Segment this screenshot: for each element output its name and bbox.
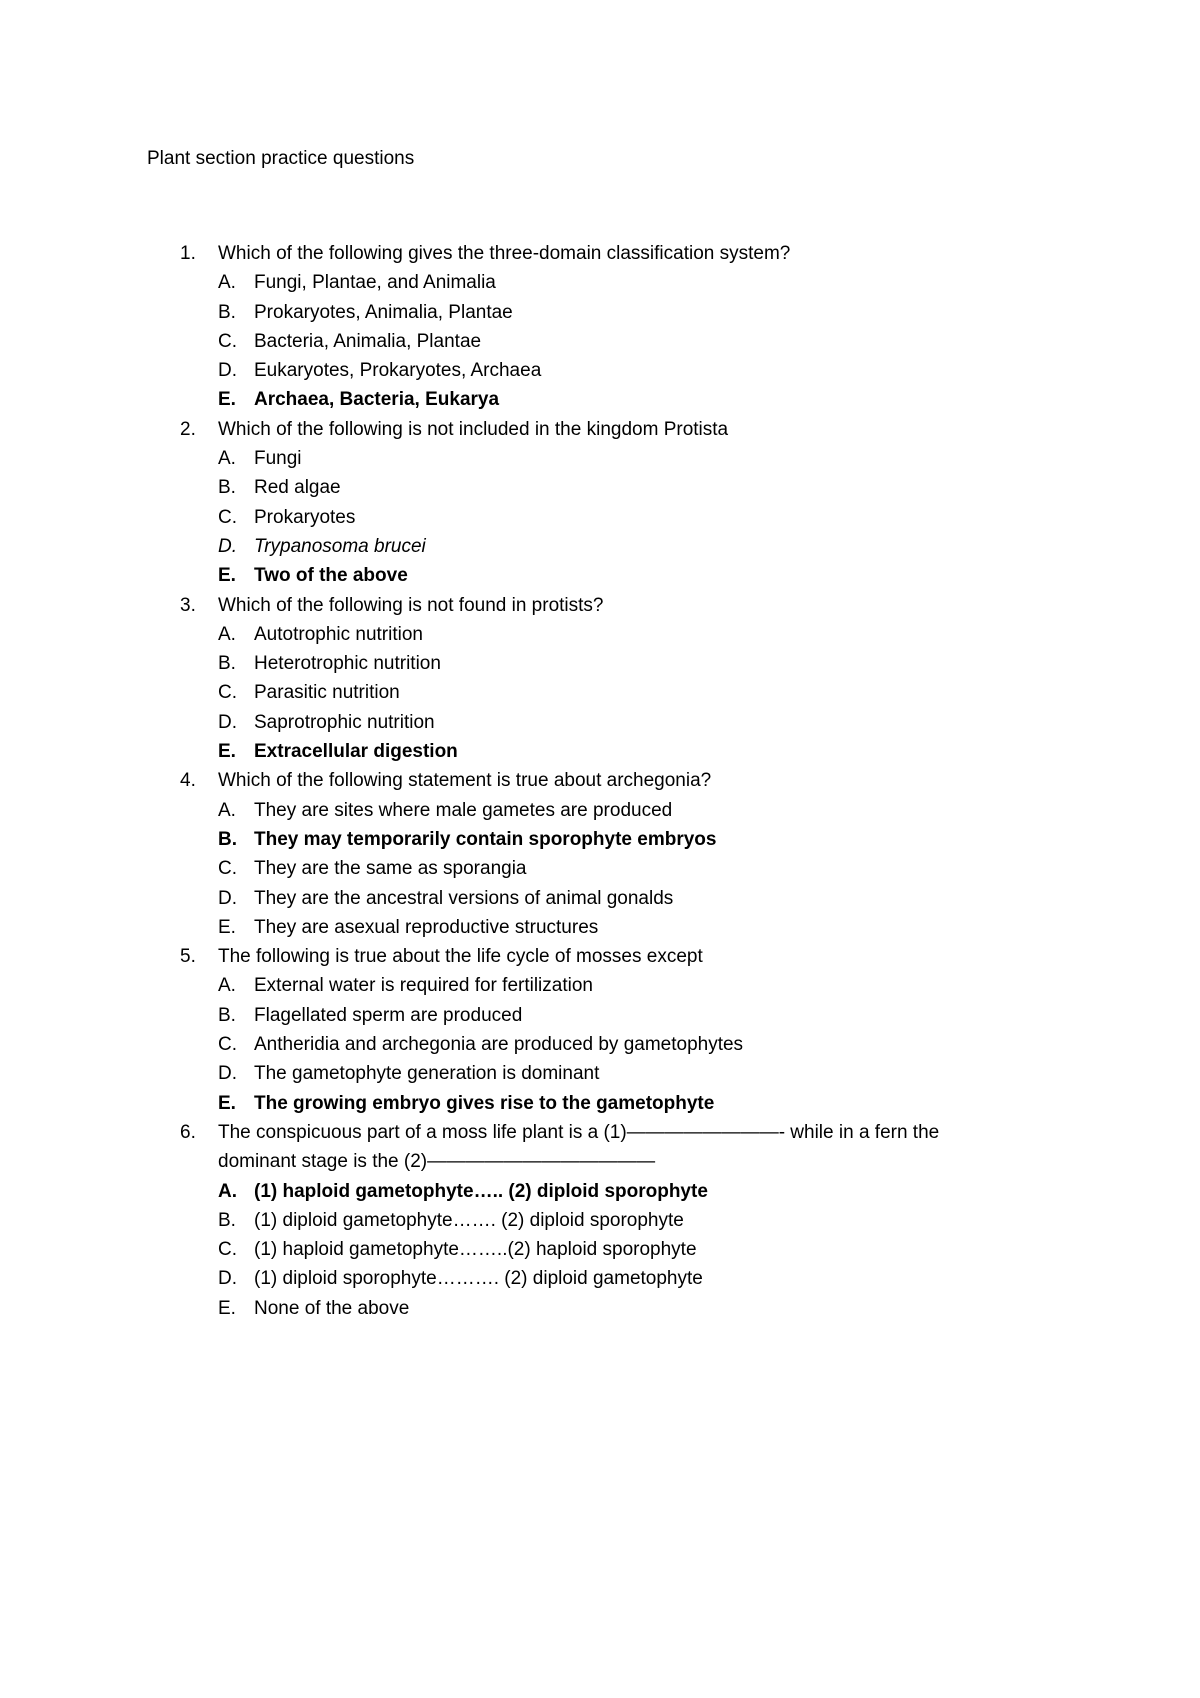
option-letter: A. bbox=[218, 975, 236, 997]
option-text: Trypanosoma brucei bbox=[254, 535, 426, 557]
option-letter: A. bbox=[218, 1180, 237, 1202]
option-letter: C. bbox=[218, 330, 237, 352]
answer-option-correct bbox=[0, 1089, 1200, 1118]
question-item bbox=[0, 766, 1200, 795]
question-list bbox=[0, 239, 1200, 1323]
question-number: 1. bbox=[180, 243, 196, 264]
answer-option bbox=[0, 1206, 1200, 1235]
question-text: dominant stage is the (2)———————————— bbox=[218, 1151, 656, 1173]
answer-option bbox=[0, 620, 1200, 649]
answer-option bbox=[0, 884, 1200, 913]
answer-option-correct bbox=[0, 737, 1200, 766]
option-letter: C. bbox=[218, 506, 237, 528]
option-text: (1) haploid gametophyte….. (2) diploid sporophyte bbox=[254, 1180, 708, 1202]
question-item bbox=[0, 415, 1200, 444]
question-item bbox=[0, 591, 1200, 620]
option-letter: B. bbox=[218, 477, 236, 499]
answer-option-correct bbox=[0, 385, 1200, 414]
option-letter: E. bbox=[218, 565, 236, 587]
option-letter: E. bbox=[218, 1297, 236, 1319]
answer-option bbox=[0, 1264, 1200, 1293]
option-text: (1) diploid sporophyte………. (2) diploid gametophyte bbox=[254, 1268, 703, 1290]
option-text: Heterotrophic nutrition bbox=[254, 653, 441, 675]
option-text: They are asexual reproductive structures bbox=[254, 916, 599, 938]
option-letter: A. bbox=[218, 448, 236, 470]
option-letter: D. bbox=[218, 1063, 237, 1085]
option-text: They may temporarily contain sporophyte embryos bbox=[254, 828, 717, 850]
option-text: The gametophyte generation is dominant bbox=[254, 1063, 600, 1085]
question-item bbox=[0, 239, 1200, 268]
answer-option bbox=[0, 298, 1200, 327]
question-text: Which of the following statement is true about archegonia? bbox=[218, 770, 712, 792]
answer-option-correct bbox=[0, 825, 1200, 854]
option-letter: C. bbox=[218, 858, 237, 880]
option-letter: B. bbox=[218, 1209, 236, 1231]
option-text: They are sites where male gametes are produced bbox=[254, 799, 673, 821]
answer-option bbox=[0, 1059, 1200, 1088]
question-number: 6. bbox=[180, 1121, 196, 1143]
option-text: Prokaryotes bbox=[254, 506, 356, 528]
answer-option bbox=[0, 649, 1200, 678]
option-text: Eukaryotes, Prokaryotes, Archaea bbox=[254, 360, 542, 382]
page-title: Plant section practice questions bbox=[147, 148, 415, 169]
answer-option bbox=[0, 327, 1200, 356]
answer-option bbox=[0, 268, 1200, 297]
option-letter: D. bbox=[218, 535, 237, 557]
answer-option bbox=[0, 708, 1200, 737]
option-letter: A. bbox=[218, 272, 236, 294]
question-number: 3. bbox=[180, 594, 196, 616]
option-letter: C. bbox=[218, 1034, 237, 1056]
option-letter: B. bbox=[218, 653, 236, 675]
option-text: Extracellular digestion bbox=[254, 741, 458, 763]
option-text: Autotrophic nutrition bbox=[254, 623, 423, 645]
option-letter: C. bbox=[218, 682, 237, 704]
option-text: Bacteria, Animalia, Plantae bbox=[254, 330, 482, 352]
option-letter: D. bbox=[218, 711, 237, 733]
answer-option bbox=[0, 503, 1200, 532]
option-text: Antheridia and archegonia are produced by gametophytes bbox=[254, 1034, 744, 1056]
option-text: None of the above bbox=[254, 1297, 410, 1319]
question-item bbox=[0, 1118, 1200, 1147]
question-text: The conspicuous part of a moss life plant is a (1)————————- while in a fern the bbox=[218, 1121, 940, 1143]
answer-option bbox=[0, 356, 1200, 385]
answer-option bbox=[0, 473, 1200, 502]
answer-option bbox=[0, 913, 1200, 942]
option-letter: A. bbox=[218, 623, 236, 645]
option-text: (1) haploid gametophyte……..(2) haploid sporophyte bbox=[254, 1239, 697, 1261]
answer-option-correct bbox=[0, 1177, 1200, 1206]
option-letter: D. bbox=[218, 1268, 237, 1290]
question-item bbox=[0, 942, 1200, 971]
option-text: Archaea, Bacteria, Eukarya bbox=[254, 389, 500, 411]
option-text: Fungi bbox=[254, 448, 302, 470]
answer-option bbox=[0, 1001, 1200, 1030]
option-letter: D. bbox=[218, 887, 237, 909]
option-letter: A. bbox=[218, 799, 236, 821]
option-letter: B. bbox=[218, 301, 236, 323]
answer-option bbox=[0, 444, 1200, 473]
question-text: Which of the following gives the three-domain classification system? bbox=[218, 243, 791, 264]
option-text: They are the ancestral versions of animal gonalds bbox=[254, 887, 674, 909]
option-letter: B. bbox=[218, 1004, 236, 1026]
option-letter: D. bbox=[218, 360, 237, 382]
option-text: Fungi, Plantae, and Animalia bbox=[254, 272, 496, 294]
option-text: Parasitic nutrition bbox=[254, 682, 400, 704]
question-text: The following is true about the life cycle of mosses except bbox=[218, 946, 703, 968]
question-text: Which of the following is not included in the kingdom Protista bbox=[218, 418, 729, 440]
answer-option bbox=[0, 796, 1200, 825]
option-letter: E. bbox=[218, 1092, 236, 1114]
option-text: (1) diploid gametophyte……. (2) diploid sporophyte bbox=[254, 1209, 684, 1231]
answer-option bbox=[0, 1235, 1200, 1264]
question-number: 4. bbox=[180, 770, 196, 792]
option-letter: C. bbox=[218, 1239, 237, 1261]
option-text: Flagellated sperm are produced bbox=[254, 1004, 523, 1026]
option-text: Saprotrophic nutrition bbox=[254, 711, 435, 733]
question-text: Which of the following is not found in protists? bbox=[218, 594, 604, 616]
answer-option bbox=[0, 854, 1200, 883]
option-letter: E. bbox=[218, 389, 236, 411]
answer-option bbox=[0, 971, 1200, 1000]
option-letter: E. bbox=[218, 916, 236, 938]
option-text: External water is required for fertilization bbox=[254, 975, 593, 997]
option-text: Two of the above bbox=[254, 565, 408, 587]
answer-option bbox=[0, 532, 1200, 561]
answer-option bbox=[0, 1294, 1200, 1323]
answer-option bbox=[0, 678, 1200, 707]
option-text: They are the same as sporangia bbox=[254, 858, 527, 880]
question-number: 5. bbox=[180, 946, 196, 968]
question-continuation bbox=[0, 1147, 1200, 1176]
option-text: The growing embryo gives rise to the gametophyte bbox=[254, 1092, 715, 1114]
option-text: Red algae bbox=[254, 477, 341, 499]
answer-option-correct bbox=[0, 561, 1200, 590]
question-number: 2. bbox=[180, 418, 196, 440]
option-text: Prokaryotes, Animalia, Plantae bbox=[254, 301, 513, 323]
option-letter: E. bbox=[218, 741, 236, 763]
option-letter: B. bbox=[218, 828, 237, 850]
answer-option bbox=[0, 1030, 1200, 1059]
